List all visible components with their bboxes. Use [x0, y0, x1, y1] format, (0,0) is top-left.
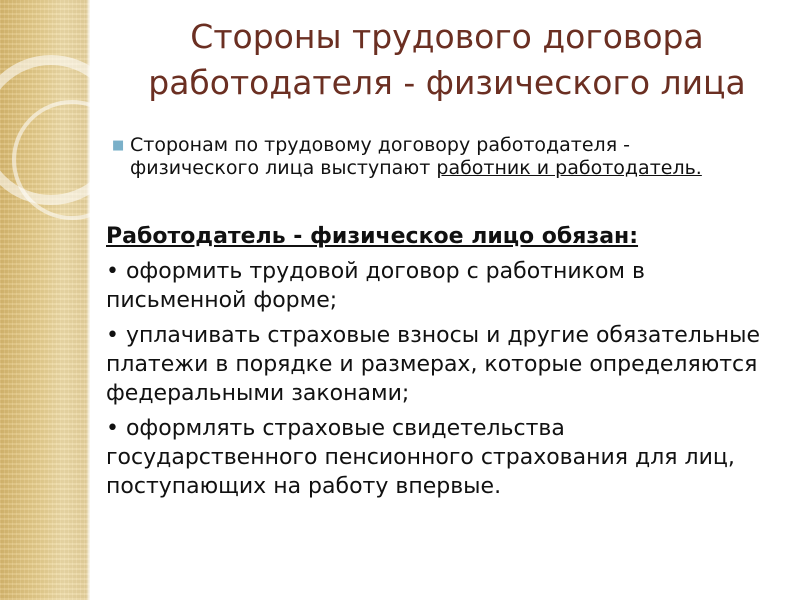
- intro-bullet: [112, 134, 762, 180]
- duties-block: [106, 222, 771, 507]
- title-line-1: Стороны трудового договора: [190, 17, 704, 56]
- decorative-side-strip: [0, 0, 90, 600]
- duty-item: • оформить трудовой договор с работником в письменной форме;: [106, 259, 645, 313]
- intro-text-underlined: работник и работодатель.: [436, 157, 702, 179]
- slide-title: [112, 14, 782, 106]
- title-line-2: работодателя - физического лица: [148, 63, 746, 102]
- intro-text-plain: Сторонам по трудовому договору работодателя - физического лица выступают: [130, 134, 631, 179]
- duty-item: • оформлять страховые свидетельства государственного пенсионного страхования для лиц, поступающих на работу впервые.: [106, 416, 735, 499]
- duty-item: • уплачивать страховые взносы и другие обязательные платежи в порядке и размерах, которые определяются федеральными законами;: [106, 323, 761, 406]
- duties-heading: Работодатель - физическое лицо обязан:: [106, 224, 639, 249]
- square-bullet-icon: ■: [112, 138, 125, 153]
- intro-text: [130, 134, 762, 180]
